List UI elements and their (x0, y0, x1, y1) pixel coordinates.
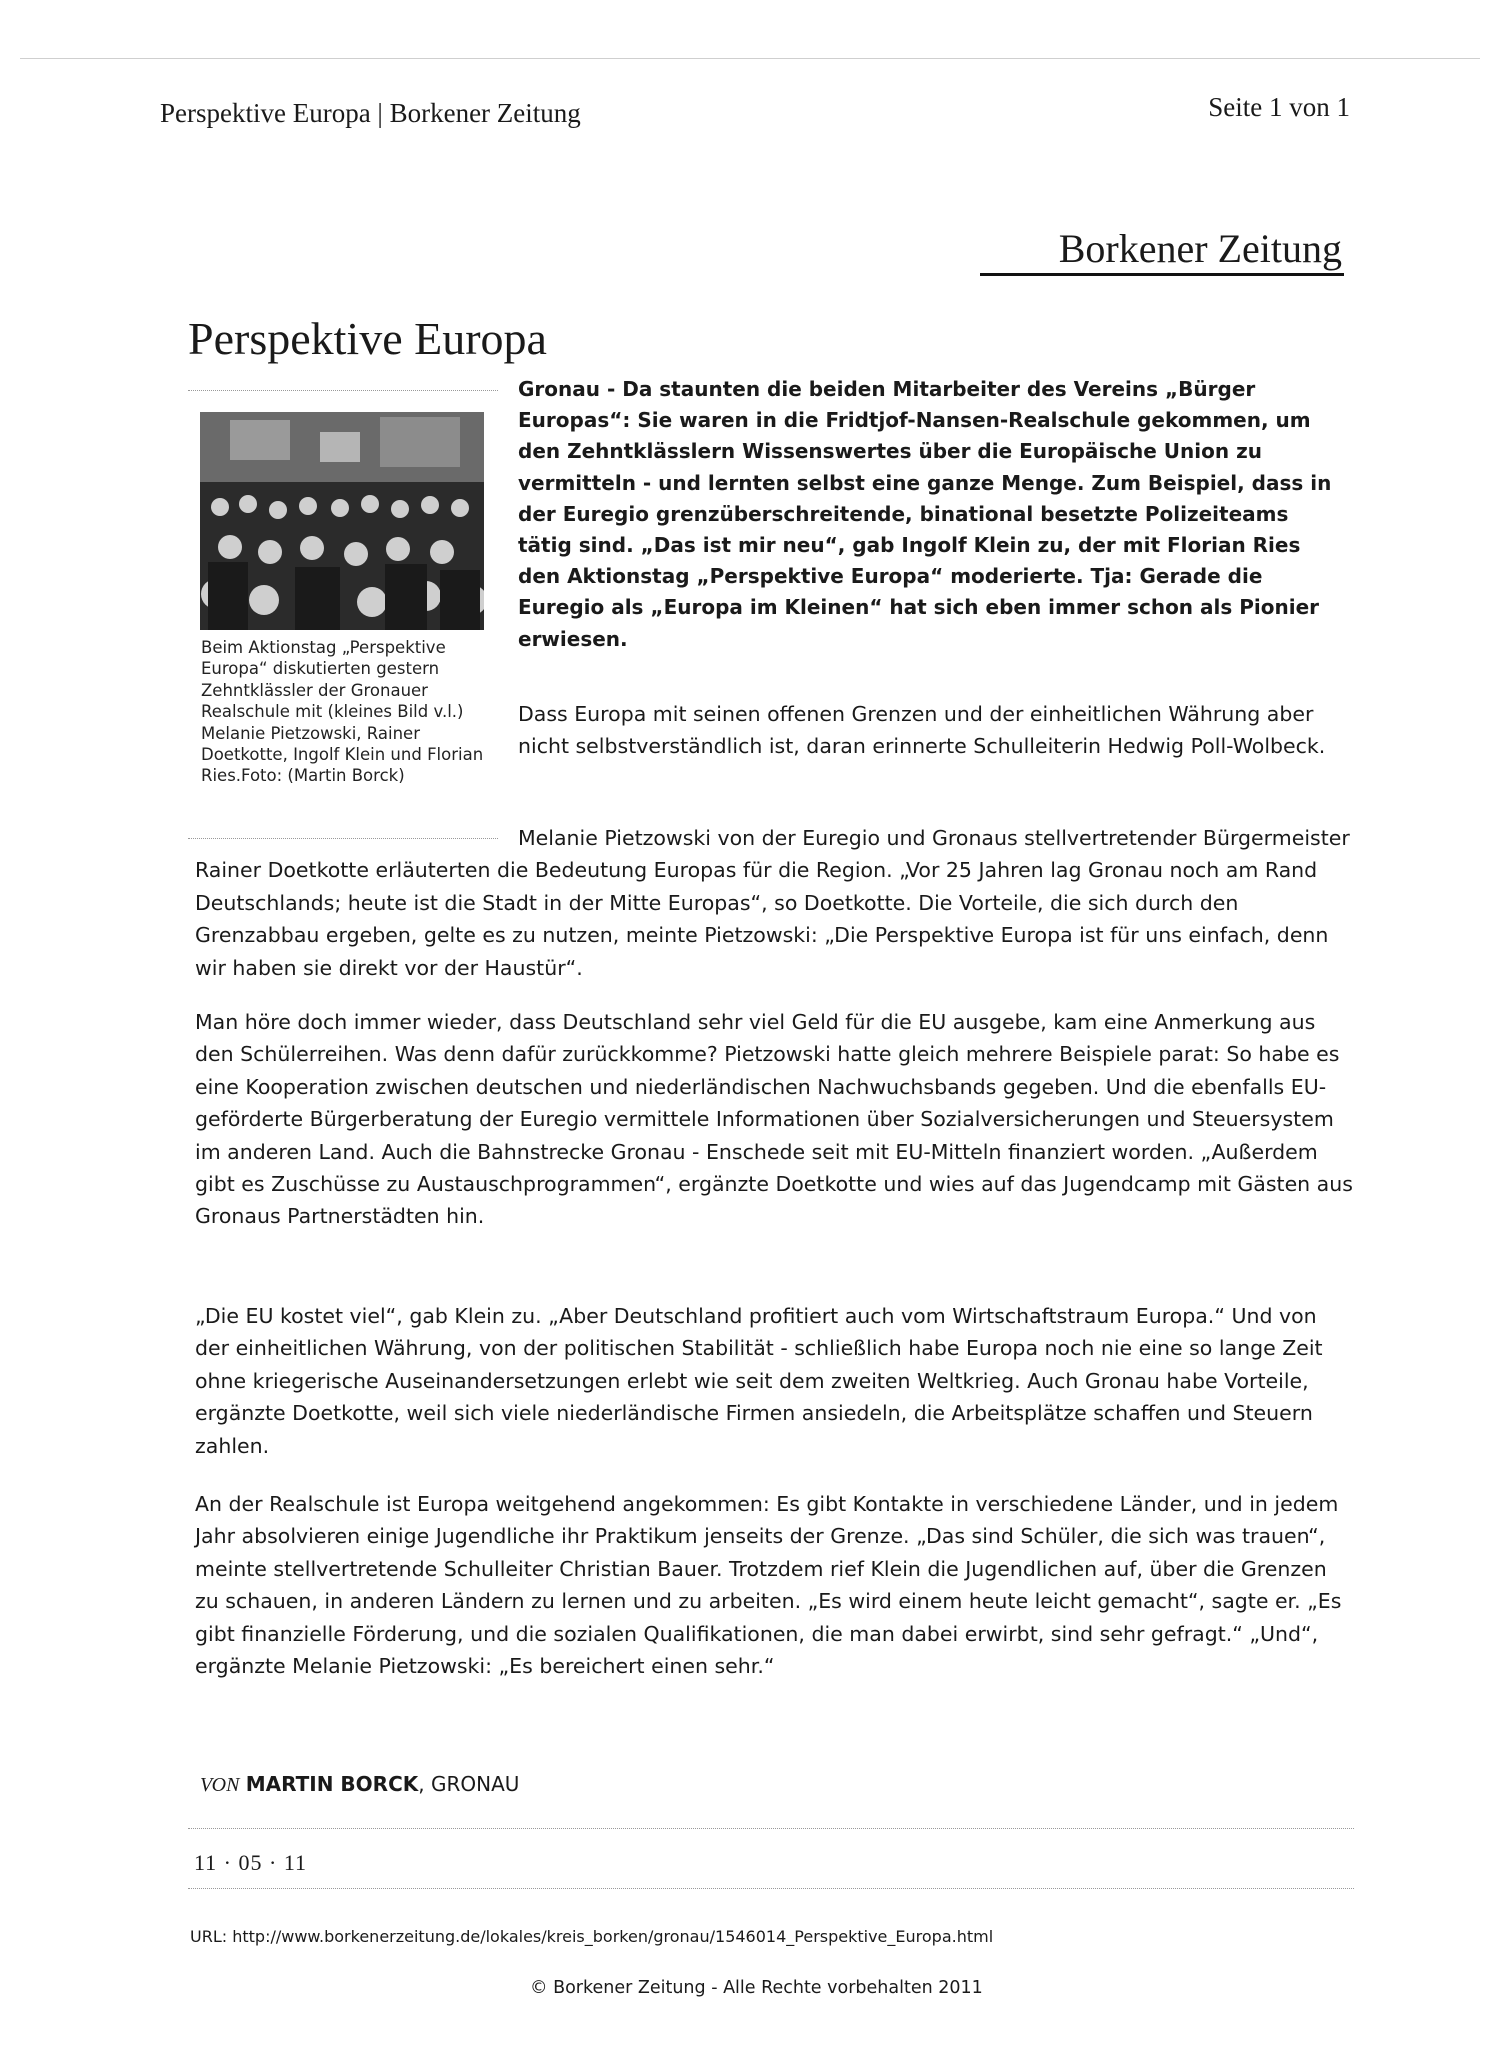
article-photo (200, 412, 484, 630)
paragraph-text: An der Realschule ist Europa weitgehend angekommen: Es gibt Kontakte in verschiedene Länder, und in jedem Jahr absolvieren einige Jugendliche ihr Praktikum jenseits der Grenze. „Das sind Schüler, die sich was trauen“, meinte stellvertretende Schulleiter Christian Bauer. Trotzdem rief Klein die Jugendlichen auf, über die Grenzen zu schauen, in anderen Ländern zu lernen und zu arbeiten. „Es wird einem heute leicht gemacht“, sagte er. „Es gibt finanzielle Förderung, und die sozialen Qualifikationen, die man dabei erwirbt, sind sehr gefragt.“ „Und“, ergänzte Melanie Pietzowski: „Es bereichert einen sehr.“ (195, 1492, 1342, 1679)
article-headline: Perspektive Europa (188, 313, 547, 364)
paragraph-text: Melanie Pietzowski von der Euregio und Gronaus stellvertretender Bürgermeister Rainer Doetkotte erläuterten die Bedeutung Europas für die Region. „Vor 25 Jahren lag Gronau noch am Rand Deutschlands; heute ist die Stadt in der Mitte Europas“, so Doetkotte. Die Vorteile, die sich durch den Grenzabbau ergeben, gelte es zu nutzen, meinte Pietzowski: „Die Perspektive Europa ist für uns einfach, denn wir haben sie direkt vor der Haustür“. (195, 826, 1350, 980)
publication-date: 11 · 05 · 11 (194, 1850, 308, 1875)
byline-von: VON (200, 1774, 240, 1796)
caption-top-divider (188, 390, 498, 391)
article-paragraph-3 (195, 1006, 1355, 1233)
students-photo-image (200, 412, 484, 630)
paragraph-text: Dass Europa mit seinen offenen Grenzen und der einheitlichen Währung aber nicht selbstverständlich ist, daran erinnerte Schulleiterin Hedwig Poll-Wolbeck. (518, 702, 1326, 759)
article-url: URL: http://www.borkenerzeitung.de/lokales/kreis_borken/gronau/1546014_Perspektive_Europa.html (190, 1927, 994, 1946)
scan-top-edge (20, 58, 1480, 59)
copyright-notice: © Borkener Zeitung - Alle Rechte vorbehalten 2011 (530, 1978, 983, 1998)
article-lead: Gronau - Da staunten die beiden Mitarbeiter des Vereins „Bürger Europas“: Sie waren in die Fridtjof-Nansen-Realschule gekommen, um den Zehntklässlern Wissenswertes über die Europäische Union zu vermitteln - und lernten selbst eine ganze Menge. Zum Beispiel, dass in der Euregio grenzüberschreitende, binational besetzte Polizeiteams tätig sind. „Das ist mir neu“, gab Ingolf Klein zu, der mit Florian Ries den Aktionstag „Perspektive Europa“ moderierte. Tja: Gerade die Euregio als „Europa im Kleinen“ hat sich eben immer schon als Pionier erwiesen. (518, 377, 1332, 651)
article-byline (200, 1772, 519, 1797)
article-paragraph-2 (195, 822, 1355, 984)
article-paragraph-5 (195, 1488, 1355, 1682)
article-paragraph-4 (195, 1300, 1355, 1462)
date-top-divider (188, 1828, 1354, 1829)
date-bottom-divider (188, 1888, 1354, 1889)
byline-author: MARTIN BORCK (245, 1772, 419, 1796)
print-header-page-number: Seite 1 von 1 (1208, 92, 1350, 122)
byline-place: , GRONAU (418, 1772, 520, 1796)
newspaper-masthead: Borkener Zeitung (980, 225, 1344, 276)
paragraph-text: „Die EU kostet viel“, gab Klein zu. „Aber Deutschland profitiert auch vom Wirtschaftstraum Europa.“ Und von der einheitlichen Währung, von der politischen Stabilität - schließlich habe Europa noch nie eine so lange Zeit ohne kriegerische Auseinandersetzungen erlebt wie seit dem zweiten Weltkrieg. Auch Gronau habe Vorteile, ergänzte Doetkotte, weil sich viele niederländische Firmen ansiedeln, die Arbeitsplätze schaffen und Steuern zahlen. (195, 1304, 1323, 1458)
paragraph-text: Man höre doch immer wieder, dass Deutschland sehr viel Geld für die EU ausgebe, kam eine Anmerkung aus den Schülerreihen. Was denn dafür zurückkomme? Pietzowski hatte gleich mehrere Beispiele parat: So habe es eine Kooperation zwischen deutschen und niederländischen Nachwuchsbands gegeben. Und die ebenfalls EU-geförderte Bürgerberatung der Euregio vermittele Informationen über Sozialversicherungen und Steuersystem im anderen Land. Auch die Bahnstrecke Gronau - Enschede seit mit EU-Mitteln finanziert worden. „Außerdem gibt es Zuschüsse zu Austauschprogrammen“, ergänzte Doetkotte und wies auf das Jugendcamp mit Gästen aus Gronaus Partnerstädten hin. (195, 1010, 1353, 1229)
print-header-title: Perspektive Europa | Borkener Zeitung (160, 98, 581, 128)
article-paragraph-1 (518, 698, 1348, 763)
photo-caption: Beim Aktionstag „Perspektive Europa“ diskutierten gestern Zehntklässler der Gronauer Realschule mit (kleines Bild v.l.) Melanie Pietzowski, Rainer Doetkotte, Ingolf Klein und Florian Ries.Foto: (Martin Borck) (201, 638, 484, 786)
